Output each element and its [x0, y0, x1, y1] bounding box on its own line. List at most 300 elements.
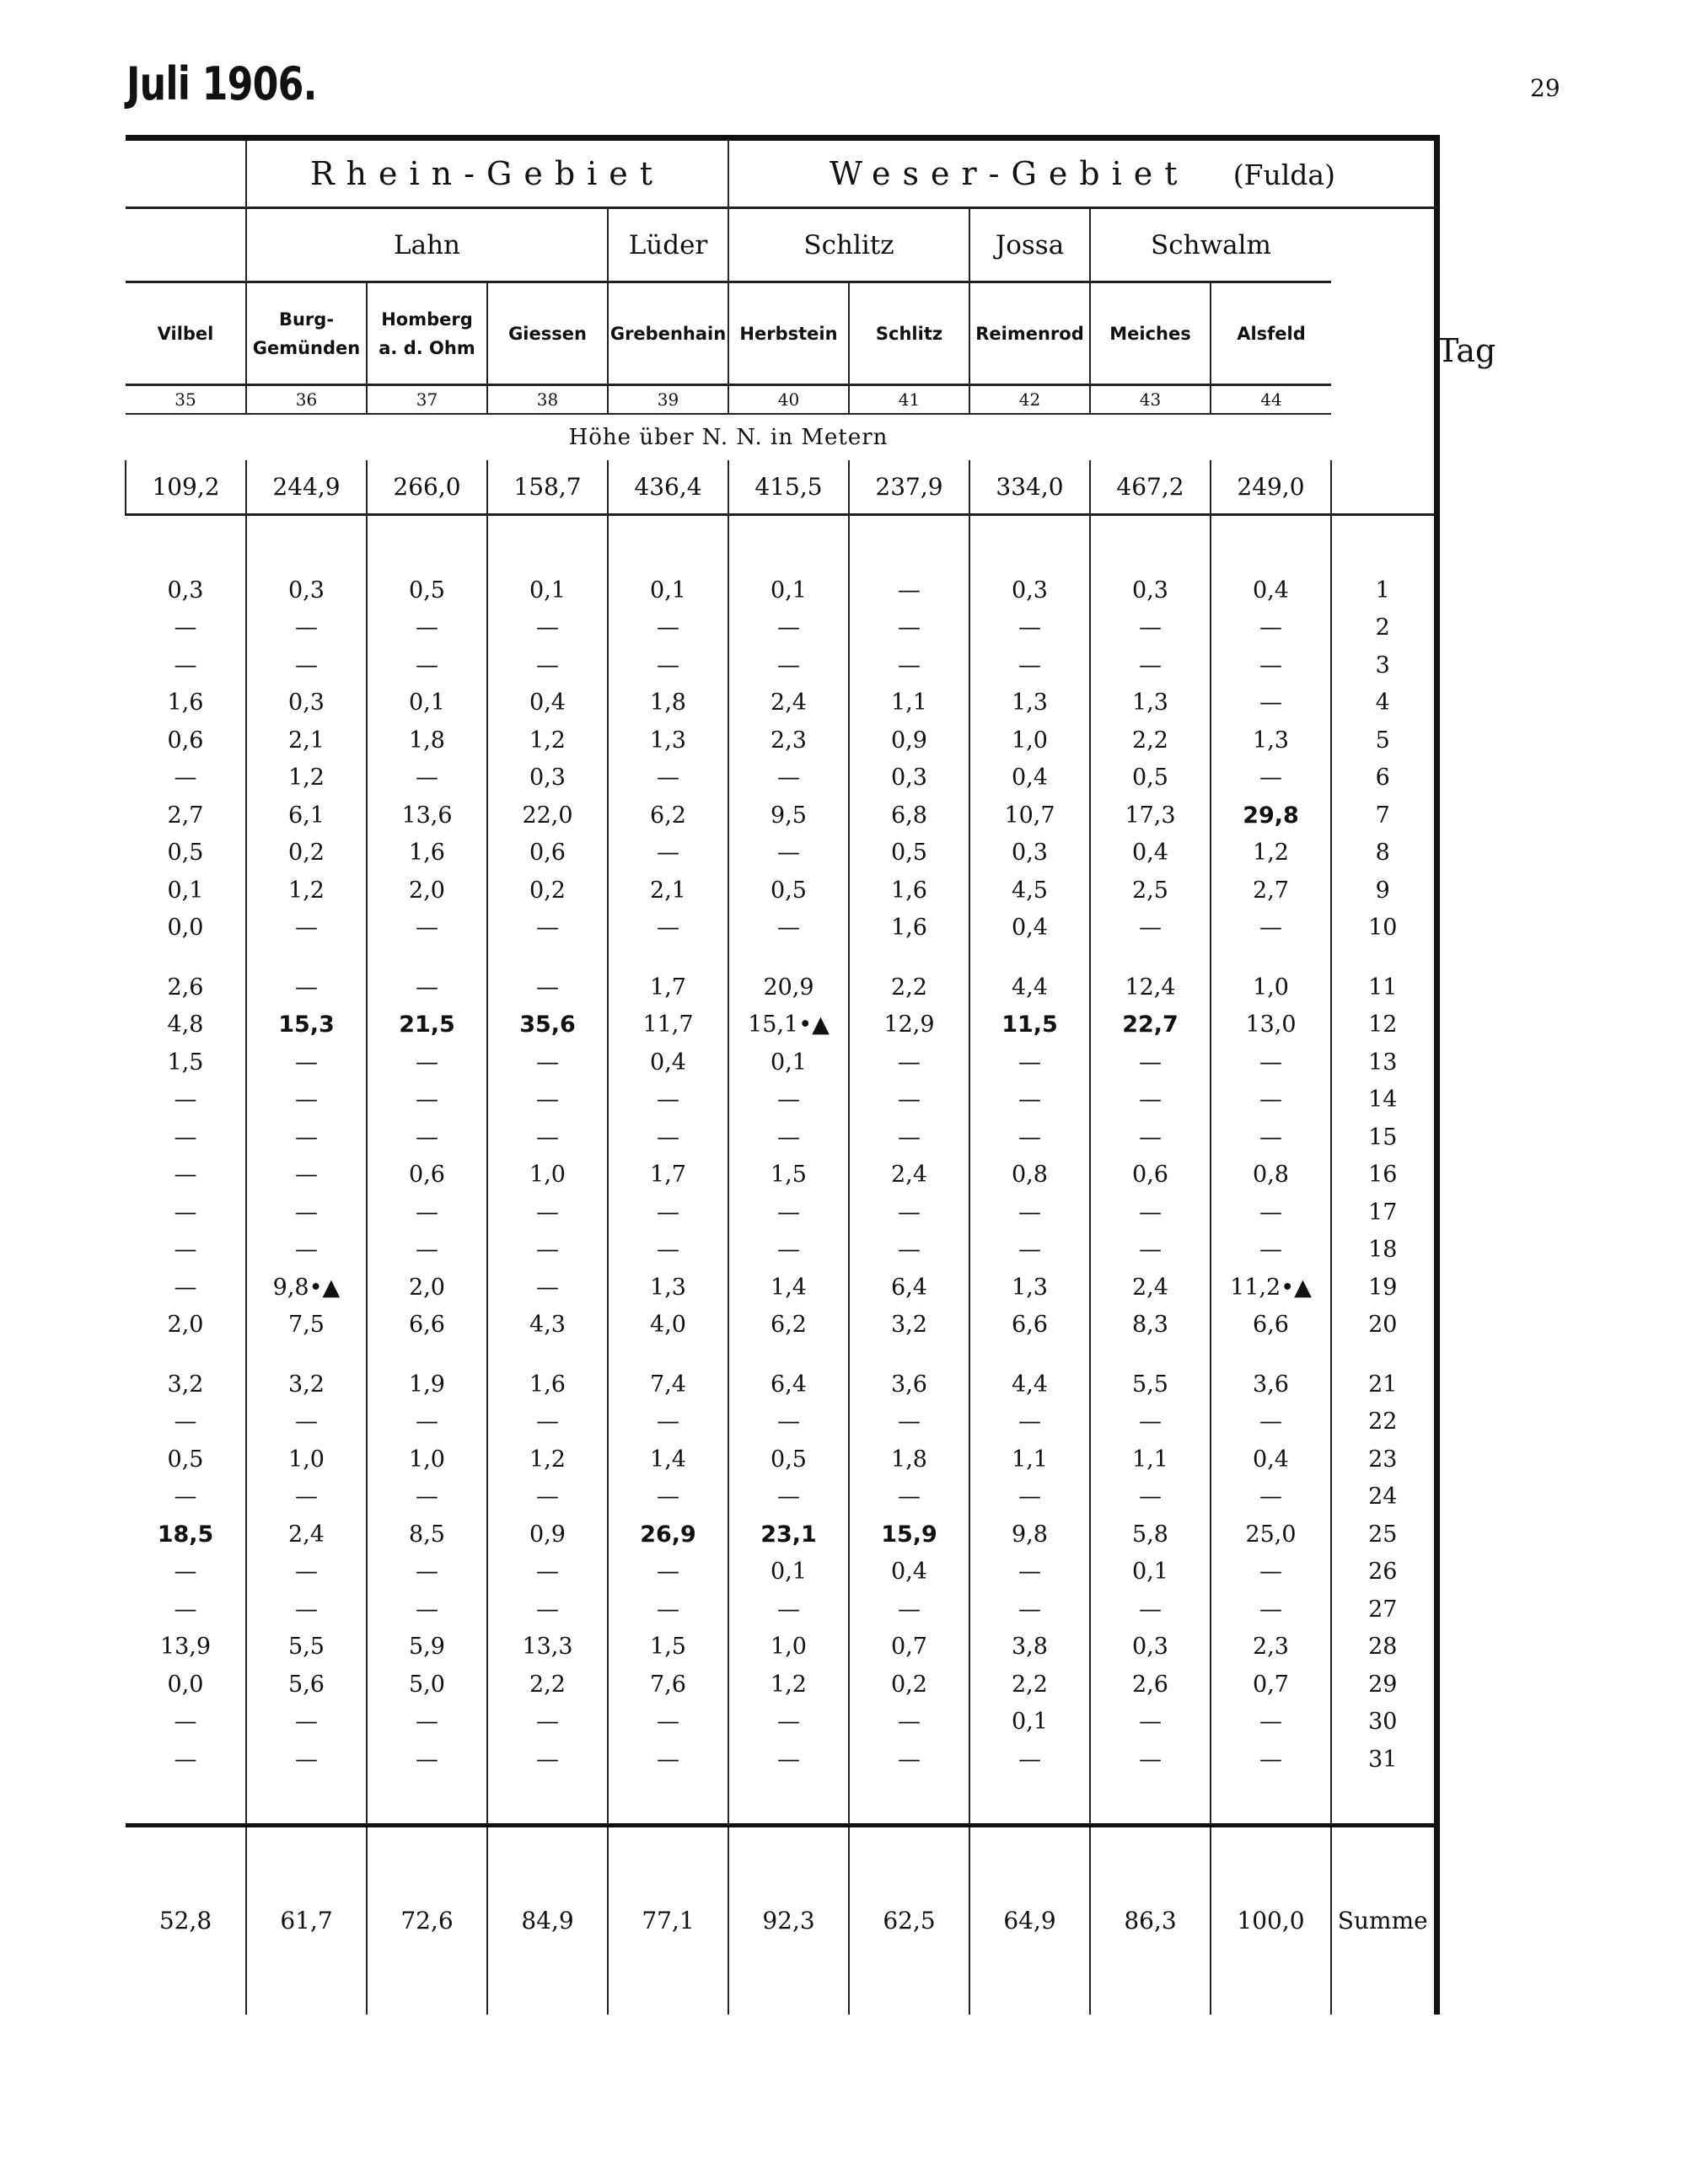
precip-value: 1,8 [409, 727, 445, 754]
river-lueder: Lüder [608, 208, 728, 282]
day-number: 2 [1375, 614, 1390, 641]
precip-value: 3,2 [891, 1312, 927, 1338]
precip-value: — [1139, 1596, 1162, 1623]
precip-value: 1,6 [891, 915, 927, 941]
precip-value: — [174, 1596, 197, 1623]
precip-value: — [777, 840, 800, 866]
precip-value: 0,0 [167, 1671, 204, 1698]
precip-value: 1,0 [288, 1446, 325, 1473]
precip-value: — [536, 614, 559, 641]
precip-value: — [777, 652, 800, 679]
precip-value: 11,5 [1001, 1012, 1058, 1038]
precip-value: — [174, 1199, 197, 1226]
precip-value: 0,4 [529, 690, 566, 716]
precip-value: — [1259, 1087, 1282, 1113]
precip-value: — [898, 1484, 921, 1510]
station-elevation: 266,0 [367, 460, 487, 515]
precip-value: — [295, 1559, 318, 1585]
precip-value: — [295, 1484, 318, 1510]
precip-value: — [1018, 1237, 1041, 1263]
precip-value: — [898, 1124, 921, 1151]
precip-value: — [536, 1199, 559, 1226]
precip-value: — [1018, 1596, 1041, 1623]
precip-value: 2,6 [1132, 1671, 1168, 1698]
day-number: 19 [1368, 1274, 1398, 1301]
precip-value: — [657, 1484, 679, 1510]
precip-value: 2,4 [891, 1162, 927, 1188]
precip-value: 7,4 [650, 1371, 686, 1398]
precip-value: — [536, 652, 559, 679]
precip-value: 0,3 [1012, 840, 1048, 866]
precip-value: 0,3 [529, 765, 566, 791]
river-jossa: Jossa [969, 208, 1090, 282]
precip-value: 0,1 [650, 577, 686, 604]
precip-value: 0,1 [409, 690, 445, 716]
day-column [1331, 515, 1436, 1826]
precip-value: 1,8 [650, 690, 686, 716]
day-number: 4 [1375, 690, 1390, 716]
precip-value: 9,8•▲ [272, 1274, 341, 1301]
precip-value: 21,5 [399, 1012, 455, 1038]
precip-value: — [1259, 765, 1282, 791]
precip-value: 0,7 [1253, 1671, 1289, 1698]
precip-value: — [1259, 1746, 1282, 1773]
precip-value: — [174, 1409, 197, 1435]
precip-value: — [295, 614, 318, 641]
precip-value: — [1018, 1559, 1041, 1585]
precip-value: — [295, 1237, 318, 1263]
precip-value: — [536, 1237, 559, 1263]
precip-value: 2,4 [1132, 1274, 1168, 1301]
precip-value: 15,3 [278, 1012, 335, 1038]
precip-value: — [777, 915, 800, 941]
precip-value: 8,5 [409, 1521, 445, 1548]
precip-value: 2,0 [167, 1312, 204, 1338]
precip-value: 1,5 [167, 1049, 204, 1076]
precip-value: 1,3 [1012, 690, 1048, 716]
precip-value: 0,3 [1132, 577, 1168, 604]
precip-value: 6,2 [771, 1312, 807, 1338]
precip-value: — [1259, 1199, 1282, 1226]
precip-value: 15,9 [881, 1521, 937, 1548]
precip-value: — [777, 1709, 800, 1735]
precip-value: — [174, 1484, 197, 1510]
station-number: 39 [608, 385, 728, 414]
precip-value: 0,2 [891, 1671, 927, 1698]
precip-value: 4,0 [650, 1312, 686, 1338]
day-number: 28 [1368, 1634, 1398, 1660]
precip-value: 0,8 [1012, 1162, 1048, 1188]
day-number: 29 [1368, 1671, 1398, 1698]
precip-value: — [898, 1596, 921, 1623]
precip-value: — [536, 1124, 559, 1151]
precip-value: 6,6 [1253, 1312, 1289, 1338]
precip-value: — [174, 652, 197, 679]
precip-value: — [536, 1087, 559, 1113]
precip-value: 3,2 [288, 1371, 325, 1398]
station-elevation: 467,2 [1090, 460, 1211, 515]
precip-value: — [1018, 1049, 1041, 1076]
precip-value: 1,5 [650, 1634, 686, 1660]
precip-value: 0,6 [167, 727, 204, 754]
precip-value: 2,3 [771, 727, 807, 754]
precip-value: 1,1 [1132, 1446, 1168, 1473]
day-number: 23 [1368, 1446, 1398, 1473]
precip-value: 5,0 [409, 1671, 445, 1698]
station-40: Herbstein [728, 282, 849, 385]
precip-value: — [416, 1484, 438, 1510]
precip-value: — [416, 1746, 438, 1773]
precip-value: 6,6 [1012, 1312, 1048, 1338]
station-number: 41 [849, 385, 969, 414]
precip-value: 1,2 [529, 727, 566, 754]
station-39: Grebenhain [608, 282, 728, 385]
sum-value: 61,7 [246, 1825, 367, 2015]
precip-value: 12,9 [883, 1012, 935, 1038]
precip-value: — [1018, 652, 1041, 679]
station-elevation: 415,5 [728, 460, 849, 515]
precip-value: — [898, 614, 921, 641]
precip-value: — [1139, 1199, 1162, 1226]
precip-value: 1,3 [1253, 727, 1289, 754]
precip-value: 2,2 [1012, 1671, 1048, 1698]
precip-value: 6,6 [409, 1312, 445, 1338]
precip-value: 1,7 [650, 1162, 686, 1188]
data-column [1211, 515, 1331, 1826]
precip-value: 2,4 [288, 1521, 325, 1548]
precip-value: 0,4 [891, 1559, 927, 1585]
precip-value: 0,2 [288, 840, 325, 866]
river-schwalm: Schwalm [1090, 208, 1331, 282]
day-number: 27 [1368, 1596, 1398, 1623]
precip-value: — [898, 1237, 921, 1263]
station-number: 40 [728, 385, 849, 414]
precip-value: 13,3 [522, 1634, 573, 1660]
precip-value: 20,9 [763, 974, 814, 1001]
precipitation-table: Rhein-Gebiet Weser-Gebiet (Fulda) Tag Lahn Lüder Schlitz Jossa Schwalm Vilbel Burg- Gemünden Homberg a. d. Ohm Giessen Grebenhain Herbstein Schlitz Reimenrod Meiches Alsfeld 35 36 37 38 39 40 41 42 43 44 Höhe über N. N. in Metern 109,2 244,9 266,0 158,7 436,4 415,5 237,9 334,0 467,2 249,0 0,3 — — 1,6 0,6 — 2,7 0,5 0,1 0,0 2,6 4,8 1,5 — — — — — — 2,0 3,2 — 0,5 — 18,5 — — 13,9 0,0 — — 0,3 — — 0,3 2,1 1,2 6,1 0,2 1,2 — — 15,3 — — — — — — 9,8•▲ 7,5 3,2 — 1,0 — 2,4 — — 5,5 5,6 — — 0,5 — — 0,1 1,8 — 13,6 1,6 2,0 — — 21,5 — — — 0,6 — — 2,0 6,6 1,9 — 1,0 — 8,5 — — 5,9 5,0 — — 0,1 — — 0,4 1,2 0,3 22,0 0,6 0,2 — — 35,6 — — — 1,0 — — — 4,3 1,6 — 1,2 — 0,9 — — 13,3 2,2 — — 0,1 — — 1,8 1,3 — 6,2 — 2,1 — 1,7 11,7 0,4 — — 1,7 — — 1,3 4,0 7,4 — 1,4 — 26,9 — — 1,5 7,6 — — 0,1 — — 2,4 2,3 — 9,5 — 0,5 — 20,9 15,1•▲ 0,1 — — 1,5 — — 1,4 6,2 6,4 — 0,5 — 23,1 0,1 — 1,0 1,2 — — — — — 1,1 0,9 0,3 6,8 0,5 1,6 1,6 2,2 12,9 — — — 2,4 — — 6,4 3,2 3,6 — 1,8 — 15,9 0,4 — 0,7 0,2 — — 0,3 — — 1,3 1,0 0,4 10,7 0,3 4,5 0,4 4,4 11,5 — — — 0,8 — — 1,3 6,6 4,4 — 1,1 — 9,8 — — 3,8 2,2 0,1 — 0,3 — — 1,3 2,2 0,5 17,3 0,4 2,5 — 12,4 22,7 — — — 0,6 — — 2,4 8,3 5,5 — 1,1 — 5,8 0,1 — 0,3 2,6 — — 0,4 — — — 1,3 — 29,8 1,2 2,7 — 1,0 13,0 — — — 0,8 — — 11,2•▲ 6,6 3,6 — 0,4 — 25,0 — — 2,3 0,7 — — 1 2 3 4 5 6 7 8 9 10 11 12 13 14 15 16 17 18 19 20 21 22 23 24 25 26 27 28 29 30 31 52,8 61,7 72,6 84,9 77,1 92,3 62,5 64,9 86,3 100,0 Summe [125, 135, 1440, 2015]
station-number: 35 [126, 385, 246, 414]
precip-value: 22,0 [522, 802, 573, 829]
day-number: 1 [1375, 577, 1390, 604]
precip-value: — [1259, 614, 1282, 641]
day-number: 31 [1368, 1746, 1398, 1773]
data-column [608, 515, 728, 1826]
precip-value: — [536, 1484, 559, 1510]
precip-value: — [416, 652, 438, 679]
precip-value: 2,6 [167, 974, 204, 1001]
precip-value: 0,2 [529, 877, 566, 904]
station-elevation: 109,2 [126, 460, 246, 515]
precip-value: 3,6 [891, 1371, 927, 1398]
precip-value: — [1259, 690, 1282, 716]
precip-value: — [295, 1162, 318, 1188]
precip-value: — [416, 1199, 438, 1226]
precip-value: — [1139, 1087, 1162, 1113]
station-44: Alsfeld [1211, 282, 1331, 385]
river-schlitz: Schlitz [728, 208, 969, 282]
precip-value: — [536, 1559, 559, 1585]
precip-value: 4,5 [1012, 877, 1048, 904]
precip-value: — [416, 1237, 438, 1263]
precip-value: — [777, 614, 800, 641]
precip-value: 2,0 [409, 1274, 445, 1301]
precip-value: — [1018, 1199, 1041, 1226]
precip-value: 0,0 [167, 915, 204, 941]
precip-value: 7,5 [288, 1312, 325, 1338]
precip-value: 1,0 [529, 1162, 566, 1188]
precip-value: 15,1•▲ [748, 1012, 830, 1038]
data-column [126, 515, 246, 1826]
precip-value: — [777, 1237, 800, 1263]
precip-value: 18,5 [157, 1521, 214, 1548]
precip-value: — [416, 1709, 438, 1735]
precip-value: 6,2 [650, 802, 686, 829]
sum-value: 86,3 [1090, 1825, 1211, 2015]
precip-value: — [174, 614, 197, 641]
precip-value: — [1018, 1746, 1041, 1773]
precip-value: — [657, 1087, 679, 1113]
precip-value: 0,4 [1012, 765, 1048, 791]
precip-value: — [295, 1124, 318, 1151]
precip-value: 1,3 [1132, 690, 1168, 716]
precip-value: — [1259, 652, 1282, 679]
precip-value: — [1139, 1049, 1162, 1076]
precip-value: — [657, 1596, 679, 1623]
precip-value: 1,2 [1253, 840, 1289, 866]
precip-value: 0,1 [771, 1049, 807, 1076]
precip-value: — [295, 652, 318, 679]
day-number: 9 [1375, 877, 1390, 904]
precip-value: 0,3 [1132, 1634, 1168, 1660]
precip-value: — [657, 1124, 679, 1151]
precip-value: 0,5 [409, 577, 445, 604]
precip-value: — [174, 1709, 197, 1735]
precip-value: 1,0 [771, 1634, 807, 1660]
station-43: Meiches [1090, 282, 1211, 385]
precip-value: 0,1 [1012, 1709, 1048, 1735]
precip-value: — [536, 1409, 559, 1435]
day-number: 7 [1375, 802, 1390, 829]
precip-value: — [1259, 1596, 1282, 1623]
page-title: Juli 1906. [126, 57, 317, 110]
precip-value: — [1018, 1484, 1041, 1510]
precip-value: 0,4 [1012, 915, 1048, 941]
precip-value: 1,9 [409, 1371, 445, 1398]
precip-value: 1,4 [650, 1446, 686, 1473]
station-elevation: 237,9 [849, 460, 969, 515]
day-number: 12 [1368, 1012, 1398, 1038]
precip-value: 5,8 [1132, 1521, 1168, 1548]
precip-value: — [657, 614, 679, 641]
precip-value: — [777, 1596, 800, 1623]
precip-value: — [1259, 1709, 1282, 1735]
data-column [1090, 515, 1211, 1826]
day-number: 3 [1375, 652, 1390, 679]
precip-value: 22,7 [1122, 1012, 1179, 1038]
precip-value: — [1259, 1409, 1282, 1435]
precip-value: — [1018, 614, 1041, 641]
precip-value: — [898, 577, 921, 604]
precip-value: — [1259, 1237, 1282, 1263]
sum-value: 72,6 [367, 1825, 487, 2015]
precip-value: — [295, 1709, 318, 1735]
data-column [487, 515, 608, 1826]
precip-value: 6,4 [771, 1371, 807, 1398]
day-number: 25 [1368, 1521, 1398, 1548]
precip-value: — [1139, 1709, 1162, 1735]
sum-value: 92,3 [728, 1825, 849, 2015]
precip-value: 1,8 [891, 1446, 927, 1473]
day-number: 18 [1368, 1237, 1398, 1263]
precip-value: — [1018, 1409, 1041, 1435]
precip-value: 5,5 [288, 1634, 325, 1660]
precip-value: 0,6 [1132, 1162, 1168, 1188]
precip-value: 10,7 [1004, 802, 1055, 829]
station-number: 36 [246, 385, 367, 414]
precip-value: — [1018, 1087, 1041, 1113]
station-42: Reimenrod [969, 282, 1090, 385]
precip-value: — [174, 1746, 197, 1773]
day-number: 24 [1368, 1484, 1398, 1510]
precip-value: — [536, 1049, 559, 1076]
precip-value: 35,6 [519, 1012, 576, 1038]
precip-value: — [657, 652, 679, 679]
precip-value: — [416, 915, 438, 941]
precip-value: 5,5 [1132, 1371, 1168, 1398]
precip-value: — [295, 1087, 318, 1113]
elevation-caption: Höhe über N. N. in Metern [568, 424, 889, 450]
precip-value: 0,7 [891, 1634, 927, 1660]
precip-value: — [295, 1049, 318, 1076]
precip-value: — [1139, 614, 1162, 641]
day-number: 22 [1368, 1409, 1398, 1435]
precip-value: 25,0 [1245, 1521, 1297, 1548]
precip-value: — [898, 1746, 921, 1773]
precip-value: 6,8 [891, 802, 927, 829]
precip-value: 0,3 [288, 577, 325, 604]
precip-value: 1,4 [771, 1274, 807, 1301]
precip-value: — [174, 1237, 197, 1263]
precip-value: 17,3 [1125, 802, 1176, 829]
precip-value: 2,2 [529, 1671, 566, 1698]
precip-value: — [898, 1709, 921, 1735]
precip-value: — [1259, 1124, 1282, 1151]
station-elevation: 158,7 [487, 460, 608, 515]
precip-value: 0,6 [529, 840, 566, 866]
precip-value: 4,3 [529, 1312, 566, 1338]
precip-value: 0,5 [771, 877, 807, 904]
precip-value: 1,3 [650, 1274, 686, 1301]
precip-value: 3,6 [1253, 1371, 1289, 1398]
station-number: 43 [1090, 385, 1211, 414]
precip-value: — [174, 1559, 197, 1585]
data-column [728, 515, 849, 1826]
precip-value: 4,8 [167, 1012, 204, 1038]
precip-value: — [1018, 1124, 1041, 1151]
region-rhein: Rhein-Gebiet [246, 138, 728, 208]
precip-value: — [777, 1746, 800, 1773]
region-weser-sub: (Fulda) [1232, 158, 1335, 191]
sum-value: 62,5 [849, 1825, 969, 2015]
precip-value: — [777, 1124, 800, 1151]
precip-value: — [777, 765, 800, 791]
precip-value: — [536, 1709, 559, 1735]
precip-value: — [657, 1746, 679, 1773]
precip-value: 1,6 [529, 1371, 566, 1398]
precip-value: 11,2•▲ [1230, 1274, 1312, 1301]
precip-value: — [1139, 1746, 1162, 1773]
station-37: Homberg a. d. Ohm [367, 282, 487, 385]
precip-value: — [657, 1199, 679, 1226]
region-weser: Weser-Gebiet (Fulda) [728, 138, 1436, 208]
precip-value: — [174, 1274, 197, 1301]
precip-value: — [1139, 915, 1162, 941]
precip-value: — [295, 1199, 318, 1226]
precip-value: 1,6 [891, 877, 927, 904]
station-elevation: 249,0 [1211, 460, 1331, 515]
precip-value: 0,4 [650, 1049, 686, 1076]
precip-value: — [416, 1087, 438, 1113]
precip-value: 0,3 [288, 690, 325, 716]
sum-label: Summe [1331, 1825, 1436, 2015]
day-number: 20 [1368, 1312, 1398, 1338]
day-number: 10 [1368, 915, 1398, 941]
precip-value: 1,0 [409, 1446, 445, 1473]
precip-value: — [657, 915, 679, 941]
station-38: Giessen [487, 282, 608, 385]
precip-value: — [536, 974, 559, 1001]
precip-value: 2,4 [771, 690, 807, 716]
precip-value: 0,4 [1132, 840, 1168, 866]
day-number: 16 [1368, 1162, 1398, 1188]
tag-spacer [1331, 460, 1436, 515]
precip-value: 4,4 [1012, 1371, 1048, 1398]
station-elevation: 244,9 [246, 460, 367, 515]
precip-value: — [174, 1124, 197, 1151]
precip-value: — [295, 1746, 318, 1773]
precip-value: 1,6 [409, 840, 445, 866]
station-36: Burg- Gemünden [246, 282, 367, 385]
precip-value: 2,1 [650, 877, 686, 904]
precip-value: 5,9 [409, 1634, 445, 1660]
precip-value: 12,4 [1125, 974, 1176, 1001]
precip-value: — [777, 1484, 800, 1510]
precip-value: 0,5 [771, 1446, 807, 1473]
precip-value: — [416, 1049, 438, 1076]
precip-value: 1,2 [288, 877, 325, 904]
precip-value: — [657, 1559, 679, 1585]
day-number: 30 [1368, 1709, 1398, 1735]
precip-value: — [536, 1274, 559, 1301]
day-number: 11 [1368, 974, 1398, 1001]
precip-value: — [536, 1596, 559, 1623]
day-number: 8 [1375, 840, 1390, 866]
day-number: 14 [1368, 1087, 1398, 1113]
precip-value: 11,7 [642, 1012, 694, 1038]
precip-value: — [536, 1746, 559, 1773]
precip-value: — [416, 1409, 438, 1435]
precip-value: 1,5 [771, 1162, 807, 1188]
data-column [246, 515, 367, 1826]
precip-value: 1,6 [167, 690, 204, 716]
precip-value: 0,3 [167, 577, 204, 604]
precip-value: 1,0 [1253, 974, 1289, 1001]
data-column [367, 515, 487, 1826]
precip-value: 0,1 [771, 577, 807, 604]
precip-value: 1,3 [1012, 1274, 1048, 1301]
data-column [849, 515, 969, 1826]
precip-value: 0,1 [1132, 1559, 1168, 1585]
